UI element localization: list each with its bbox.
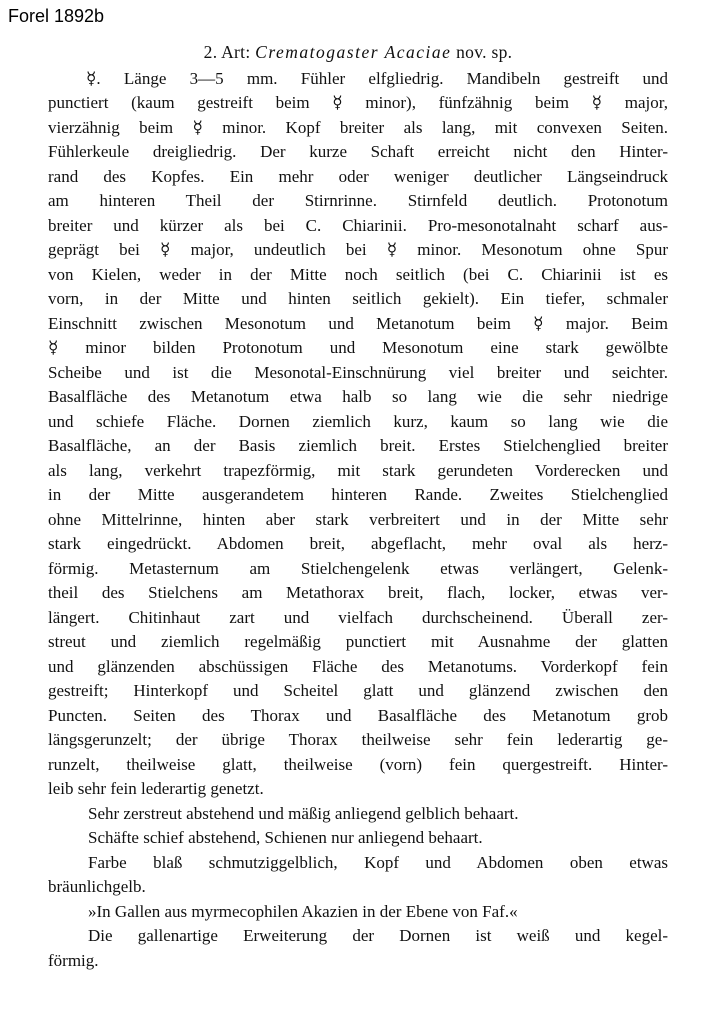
document-page	[48, 40, 668, 973]
text-line: Schäfte schief abstehend, Schienen nur anliegend behaart.	[88, 828, 483, 847]
text-line: Scheibe und ist die Mesonotal-Einschnürung viel breiter und seichter.	[48, 362, 668, 382]
text-line: punctiert (kaum gestreift beim ☿ minor), fünfzähnig beim ☿ major,	[48, 93, 668, 112]
text-line: Puncten. Seiten des Thorax und Basalfläche des Metanotum grob	[48, 705, 668, 725]
text-line: längsgerunzelt; der übrige Thorax theilweise sehr fein lederartig ge-	[48, 730, 668, 749]
text-line: als lang, verkehrt trapezförmig, mit stark gerundeten Vorderecken und	[48, 460, 668, 480]
text-line: ☿ minor bilden Protonotum und Mesonotum eine stark gewölbte	[48, 338, 668, 357]
text-line: »In Gallen aus myrmecophilen Akazien in der Ebene von Faf.«	[88, 901, 518, 921]
text-line: gestreift; Hinterkopf und Scheitel glatt und glänzend zwischen den	[48, 681, 668, 700]
text-line: stark eingedrückt. Abdomen breit, abgeflacht, mehr oval als herz-	[48, 534, 668, 553]
text-line: förmig. Metasternum am Stielchengelenk etwas verlängert, Gelenk-	[48, 558, 668, 578]
text-line: bräunlichgelb.	[48, 877, 146, 896]
text-line: in der Mitte ausgerandetem hinteren Rande. Zweites Stielchenglied	[48, 485, 668, 504]
text-line: theil des Stielchens am Metathorax breit, flach, locker, etwas ver-	[48, 583, 668, 602]
text-line: von Kielen, weder in der Mitte noch seitlich (bei C. Chiarinii ist es	[48, 264, 668, 284]
text-line: Sehr zerstreut abstehend und mäßig anliegend gelblich behaart.	[88, 803, 519, 823]
description-body	[48, 67, 668, 974]
text-line: breiter und kürzer als bei C. Chiarinii. Pro-mesonotalnaht scharf aus-	[48, 215, 668, 235]
text-line: leib sehr fein lederartig genetzt.	[48, 779, 264, 798]
heading-suffix: nov. sp.	[456, 42, 513, 62]
heading-prefix: 2. Art:	[203, 42, 251, 62]
text-line: vierzähnig beim ☿ minor. Kopf breiter als lang, mit convexen Seiten.	[48, 117, 668, 137]
heading-species: Crematogaster Acaciae	[255, 42, 452, 62]
text-line: ohne Mittelrinne, hinten aber stark verbreitert und in der Mitte sehr	[48, 509, 668, 529]
text-line: Fühlerkeule dreigliedrig. Der kurze Schaft erreicht nicht den Hinter-	[48, 142, 668, 161]
text-line: und glänzenden abschüssigen Fläche des Metanotums. Vorderkopf fein	[48, 656, 668, 676]
text-line: am hinteren Theil der Stirnrinne. Stirnfeld deutlich. Protonotum	[48, 191, 668, 210]
text-line: geprägt bei ☿ major, undeutlich bei ☿ minor. Mesonotum ohne Spur	[48, 240, 668, 259]
text-line: Einschnitt zwischen Mesonotum und Metanotum beim ☿ major. Beim	[48, 313, 668, 333]
text-line: Basalfläche des Metanotum etwa halb so lang wie die sehr niedrige	[48, 387, 668, 406]
text-line: rand des Kopfes. Ein mehr oder weniger deutlicher Längseindruck	[48, 166, 668, 186]
text-line: streut und ziemlich regelmäßig punctiert mit Ausnahme der glatten	[48, 632, 668, 651]
citation-label: Forel 1892b	[8, 6, 105, 26]
text-line: ☿. Länge 3—5 mm. Fühler elfgliedrig. Mandibeln gestreift und	[86, 68, 668, 88]
text-line: und schiefe Fläche. Dornen ziemlich kurz, kaum so lang wie die	[48, 411, 668, 431]
text-line: Basalfläche, an der Basis ziemlich breit. Erstes Stielchenglied breiter	[48, 436, 668, 455]
text-line: Farbe blaß schmutziggelblich, Kopf und Abdomen oben etwas	[88, 852, 668, 872]
text-line: förmig.	[48, 950, 99, 970]
species-heading	[48, 40, 668, 65]
text-line: längert. Chitinhaut zart und vielfach durchscheinend. Überall zer-	[48, 607, 668, 627]
text-line: runzelt, theilweise glatt, theilweise (vorn) fein quergestreift. Hinter-	[48, 754, 668, 774]
text-line: Die gallenartige Erweiterung der Dornen ist weiß und kegel-	[88, 926, 668, 945]
text-line: vorn, in der Mitte und hinten seitlich gekielt). Ein tiefer, schmaler	[48, 289, 668, 308]
